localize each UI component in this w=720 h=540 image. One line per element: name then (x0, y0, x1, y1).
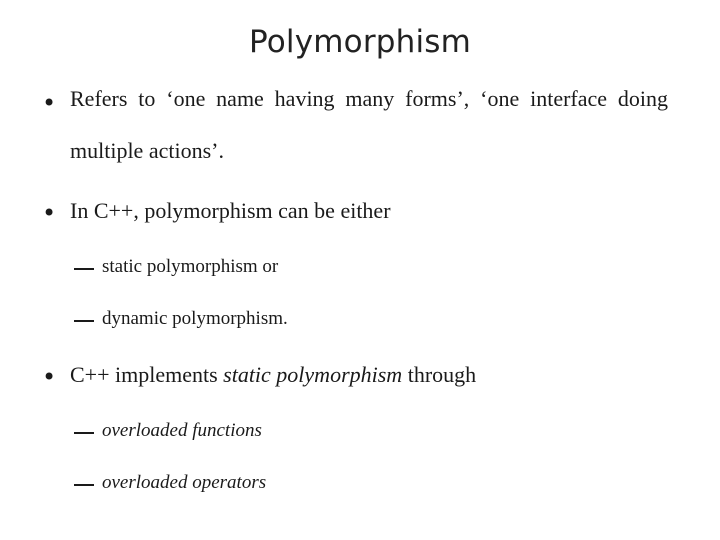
sub-item-static-polymorphism: static polymorphism or (102, 256, 279, 277)
bullet-marker: • (42, 199, 57, 227)
bullet-marker: • (42, 89, 57, 117)
sub-item-overloaded-functions: overloaded functions (102, 420, 262, 441)
bullet-3-emphasis: static polymorphism (223, 362, 403, 387)
sub-bullet-dash (74, 268, 94, 270)
sub-bullet-dash (74, 320, 94, 322)
sub-item-overloaded-operators: overloaded operators (102, 472, 267, 493)
bullet-1-continuation: multiple actions’. (70, 138, 224, 163)
sub-bullet-dash (74, 484, 94, 486)
bullet-3-prefix: C++ implements (70, 362, 224, 387)
bullet-3-text (70, 362, 476, 388)
bullet-2-text: In C++, polymorphism can be either (70, 198, 391, 223)
bullet-marker: • (42, 363, 57, 391)
sub-item-dynamic-polymorphism: dynamic polymorphism. (102, 308, 288, 329)
sub-bullet-dash (74, 432, 94, 434)
slide-title: Polymorphism (248, 24, 472, 60)
bullet-3-suffix: through (402, 362, 477, 387)
bullet-1-text: Refers to ‘one name having many forms’, ‘one interface doing (70, 86, 668, 111)
